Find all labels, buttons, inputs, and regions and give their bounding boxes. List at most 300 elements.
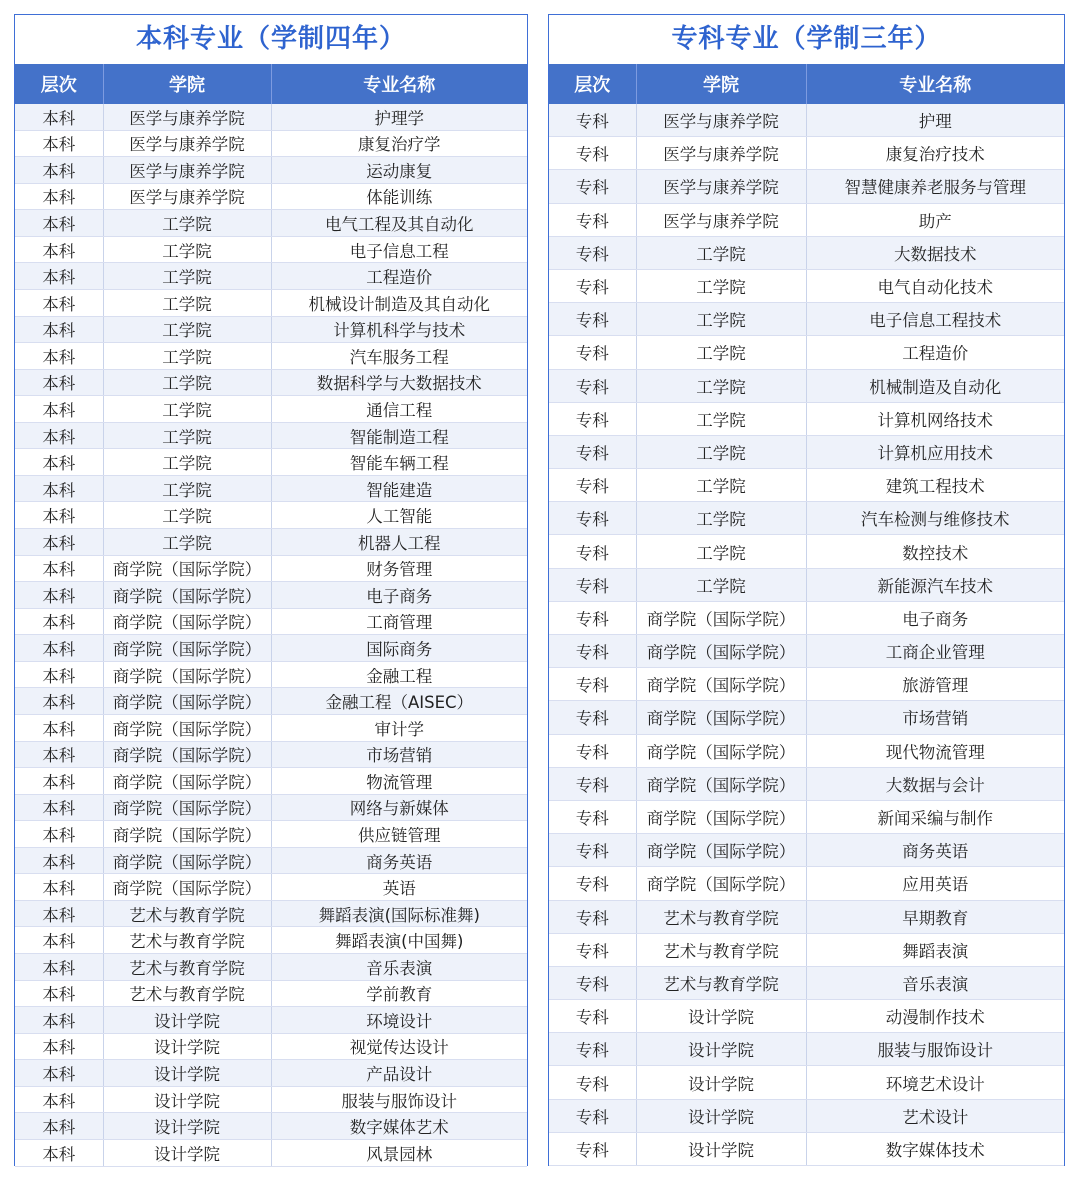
level-cell: 专科 <box>549 601 636 634</box>
major-cell: 审计学 <box>271 714 527 741</box>
table-row <box>549 867 1064 900</box>
column-header-level: 层次 <box>549 64 636 104</box>
level-cell: 专科 <box>549 137 636 170</box>
table-row <box>549 1132 1064 1165</box>
table-row <box>15 475 527 502</box>
college-cell: 商学院（国际学院） <box>103 874 271 901</box>
college-cell: 工学院 <box>103 422 271 449</box>
college-cell: 商学院（国际学院） <box>103 608 271 635</box>
college-cell: 工学院 <box>636 269 806 302</box>
major-cell: 智能建造 <box>271 475 527 502</box>
level-cell: 本科 <box>15 847 103 874</box>
table-row <box>15 104 527 130</box>
level-cell: 本科 <box>15 369 103 396</box>
column-header-college: 学院 <box>103 64 271 104</box>
college-cell: 商学院（国际学院） <box>103 768 271 795</box>
level-cell: 专科 <box>549 435 636 468</box>
college-cell: 工学院 <box>103 289 271 316</box>
level-cell: 本科 <box>15 475 103 502</box>
college-cell: 商学院（国际学院） <box>103 635 271 662</box>
level-cell: 本科 <box>15 157 103 184</box>
table-row <box>15 1033 527 1060</box>
junior-college-table <box>549 64 1064 1166</box>
major-cell: 汽车检测与维修技术 <box>806 502 1064 535</box>
major-cell: 助产 <box>806 203 1064 236</box>
college-cell: 艺术与教育学院 <box>636 966 806 999</box>
major-cell: 计算机科学与技术 <box>271 316 527 343</box>
major-cell: 工商管理 <box>271 608 527 635</box>
level-cell: 本科 <box>15 1086 103 1113</box>
college-cell: 商学院（国际学院） <box>103 714 271 741</box>
major-cell: 工商企业管理 <box>806 635 1064 668</box>
college-cell: 设计学院 <box>636 1099 806 1132</box>
level-cell: 本科 <box>15 449 103 476</box>
table-row <box>549 402 1064 435</box>
level-cell: 本科 <box>15 1033 103 1060</box>
table-row <box>15 1060 527 1087</box>
level-cell: 本科 <box>15 980 103 1007</box>
table-row <box>549 635 1064 668</box>
major-cell: 舞蹈表演(国际标准舞) <box>271 900 527 927</box>
major-cell: 机械制造及自动化 <box>806 369 1064 402</box>
major-cell: 智能车辆工程 <box>271 449 527 476</box>
table-header-row <box>15 64 527 104</box>
major-cell: 服装与服饰设计 <box>806 1033 1064 1066</box>
undergraduate-table-body <box>15 104 527 1166</box>
level-cell: 本科 <box>15 900 103 927</box>
column-header-level: 层次 <box>15 64 103 104</box>
major-cell: 智能制造工程 <box>271 422 527 449</box>
college-cell: 工学院 <box>103 529 271 556</box>
major-cell: 金融工程（AISEC） <box>271 688 527 715</box>
level-cell: 专科 <box>549 1033 636 1066</box>
major-cell: 市场营销 <box>271 741 527 768</box>
table-row <box>15 980 527 1007</box>
level-cell: 专科 <box>549 236 636 269</box>
level-cell: 本科 <box>15 422 103 449</box>
table-row <box>549 535 1064 568</box>
major-cell: 通信工程 <box>271 396 527 423</box>
column-header-major: 专业名称 <box>806 64 1064 104</box>
college-cell: 工学院 <box>636 568 806 601</box>
college-cell: 商学院（国际学院） <box>636 601 806 634</box>
table-row <box>15 236 527 263</box>
level-cell: 本科 <box>15 396 103 423</box>
college-cell: 工学院 <box>103 263 271 290</box>
college-cell: 商学院（国际学院） <box>103 741 271 768</box>
major-cell: 智慧健康养老服务与管理 <box>806 170 1064 203</box>
table-row <box>15 608 527 635</box>
college-cell: 艺术与教育学院 <box>103 927 271 954</box>
table-row <box>549 701 1064 734</box>
major-cell: 体能训练 <box>271 183 527 210</box>
level-cell: 本科 <box>15 1139 103 1166</box>
table-row <box>15 502 527 529</box>
college-cell: 工学院 <box>636 236 806 269</box>
level-cell: 本科 <box>15 954 103 981</box>
level-cell: 本科 <box>15 343 103 370</box>
college-cell: 工学院 <box>636 502 806 535</box>
table-row <box>549 369 1064 402</box>
junior-college-table-body <box>549 104 1064 1166</box>
college-cell: 医学与康养学院 <box>103 104 271 130</box>
table-row <box>549 435 1064 468</box>
table-row <box>549 269 1064 302</box>
level-cell: 本科 <box>15 874 103 901</box>
college-cell: 艺术与教育学院 <box>636 933 806 966</box>
table-row <box>15 927 527 954</box>
major-cell: 网络与新媒体 <box>271 794 527 821</box>
level-cell: 专科 <box>549 502 636 535</box>
table-row <box>549 502 1064 535</box>
level-cell: 本科 <box>15 183 103 210</box>
major-cell: 商务英语 <box>806 834 1064 867</box>
table-row <box>549 303 1064 336</box>
major-cell: 英语 <box>271 874 527 901</box>
table-row <box>15 714 527 741</box>
college-cell: 商学院（国际学院） <box>103 794 271 821</box>
major-cell: 数字媒体艺术 <box>271 1113 527 1140</box>
major-cell: 艺术设计 <box>806 1099 1064 1132</box>
level-cell: 专科 <box>549 635 636 668</box>
college-cell: 设计学院 <box>636 1066 806 1099</box>
college-cell: 工学院 <box>636 303 806 336</box>
college-cell: 工学院 <box>103 502 271 529</box>
junior-college-title: 专科专业（学制三年） <box>671 24 942 54</box>
college-cell: 商学院（国际学院） <box>103 847 271 874</box>
major-cell: 市场营销 <box>806 701 1064 734</box>
level-cell: 本科 <box>15 529 103 556</box>
table-row <box>15 422 527 449</box>
table-row <box>549 966 1064 999</box>
major-cell: 康复治疗技术 <box>806 137 1064 170</box>
table-row <box>549 668 1064 701</box>
college-cell: 商学院（国际学院） <box>103 555 271 582</box>
college-cell: 医学与康养学院 <box>636 137 806 170</box>
major-cell: 新闻采编与制作 <box>806 800 1064 833</box>
college-cell: 商学院（国际学院） <box>636 867 806 900</box>
college-cell: 商学院（国际学院） <box>103 688 271 715</box>
level-cell: 专科 <box>549 369 636 402</box>
major-cell: 电气工程及其自动化 <box>271 210 527 237</box>
level-cell: 专科 <box>549 1099 636 1132</box>
table-row <box>15 688 527 715</box>
table-row <box>15 210 527 237</box>
major-cell: 电子商务 <box>806 601 1064 634</box>
level-cell: 专科 <box>549 170 636 203</box>
level-cell: 本科 <box>15 794 103 821</box>
level-cell: 专科 <box>549 402 636 435</box>
major-cell: 建筑工程技术 <box>806 469 1064 502</box>
level-cell: 本科 <box>15 289 103 316</box>
major-cell: 物流管理 <box>271 768 527 795</box>
level-cell: 专科 <box>549 834 636 867</box>
level-cell: 本科 <box>15 1060 103 1087</box>
level-cell: 专科 <box>549 800 636 833</box>
college-cell: 艺术与教育学院 <box>103 954 271 981</box>
major-cell: 大数据与会计 <box>806 767 1064 800</box>
level-cell: 本科 <box>15 1007 103 1034</box>
college-cell: 设计学院 <box>103 1033 271 1060</box>
major-cell: 汽车服务工程 <box>271 343 527 370</box>
level-cell: 专科 <box>549 203 636 236</box>
table-row <box>549 1099 1064 1132</box>
table-row <box>15 635 527 662</box>
college-cell: 工学院 <box>103 236 271 263</box>
college-cell: 医学与康养学院 <box>103 183 271 210</box>
table-row <box>549 104 1064 137</box>
college-cell: 工学院 <box>636 535 806 568</box>
level-cell: 专科 <box>549 1000 636 1033</box>
college-cell: 工学院 <box>103 396 271 423</box>
major-cell: 机器人工程 <box>271 529 527 556</box>
level-cell: 本科 <box>15 316 103 343</box>
table-row <box>549 137 1064 170</box>
undergraduate-title: 本科专业（学制四年） <box>135 24 406 54</box>
college-cell: 工学院 <box>103 449 271 476</box>
table-row <box>15 157 527 184</box>
major-cell: 工程造价 <box>806 336 1064 369</box>
college-cell: 商学院（国际学院） <box>636 734 806 767</box>
table-row <box>15 183 527 210</box>
table-row <box>549 800 1064 833</box>
table-row <box>15 741 527 768</box>
college-cell: 设计学院 <box>103 1139 271 1166</box>
table-row <box>15 396 527 423</box>
major-cell: 现代物流管理 <box>806 734 1064 767</box>
major-cell: 音乐表演 <box>806 966 1064 999</box>
major-cell: 康复治疗学 <box>271 130 527 157</box>
college-cell: 医学与康养学院 <box>103 130 271 157</box>
major-cell: 商务英语 <box>271 847 527 874</box>
college-cell: 商学院（国际学院） <box>636 834 806 867</box>
level-cell: 本科 <box>15 635 103 662</box>
major-cell: 财务管理 <box>271 555 527 582</box>
table-row <box>549 601 1064 634</box>
major-cell: 舞蹈表演(中国舞) <box>271 927 527 954</box>
major-cell: 环境艺术设计 <box>806 1066 1064 1099</box>
college-cell: 工学院 <box>636 402 806 435</box>
major-cell: 供应链管理 <box>271 821 527 848</box>
college-cell: 医学与康养学院 <box>636 203 806 236</box>
level-cell: 专科 <box>549 900 636 933</box>
table-row <box>15 449 527 476</box>
major-cell: 舞蹈表演 <box>806 933 1064 966</box>
level-cell: 本科 <box>15 263 103 290</box>
table-row <box>15 847 527 874</box>
undergraduate-panel <box>14 14 528 1166</box>
table-row <box>15 263 527 290</box>
college-cell: 设计学院 <box>103 1086 271 1113</box>
major-cell: 护理学 <box>271 104 527 130</box>
level-cell: 专科 <box>549 668 636 701</box>
table-row <box>15 582 527 609</box>
college-cell: 商学院（国际学院） <box>636 701 806 734</box>
table-row <box>15 316 527 343</box>
table-row <box>549 767 1064 800</box>
table-row <box>15 1086 527 1113</box>
major-cell: 电气自动化技术 <box>806 269 1064 302</box>
table-row <box>15 1139 527 1166</box>
college-cell: 商学院（国际学院） <box>103 661 271 688</box>
level-cell: 专科 <box>549 966 636 999</box>
college-cell: 医学与康养学院 <box>103 157 271 184</box>
table-row <box>15 369 527 396</box>
major-cell: 数据科学与大数据技术 <box>271 369 527 396</box>
table-header-row <box>549 64 1064 104</box>
level-cell: 本科 <box>15 608 103 635</box>
table-row <box>549 469 1064 502</box>
college-cell: 工学院 <box>636 369 806 402</box>
level-cell: 专科 <box>549 867 636 900</box>
major-cell: 国际商务 <box>271 635 527 662</box>
level-cell: 专科 <box>549 303 636 336</box>
level-cell: 本科 <box>15 130 103 157</box>
table-row <box>15 343 527 370</box>
table-row <box>15 289 527 316</box>
major-cell: 新能源汽车技术 <box>806 568 1064 601</box>
table-row <box>15 529 527 556</box>
level-cell: 专科 <box>549 933 636 966</box>
major-cell: 计算机应用技术 <box>806 435 1064 468</box>
level-cell: 本科 <box>15 688 103 715</box>
table-row <box>15 661 527 688</box>
table-row <box>15 794 527 821</box>
column-header-major: 专业名称 <box>271 64 527 104</box>
college-cell: 艺术与教育学院 <box>103 980 271 1007</box>
table-row <box>549 933 1064 966</box>
major-cell: 人工智能 <box>271 502 527 529</box>
table-row <box>549 1000 1064 1033</box>
level-cell: 本科 <box>15 661 103 688</box>
level-cell: 专科 <box>549 568 636 601</box>
major-cell: 产品设计 <box>271 1060 527 1087</box>
major-cell: 工程造价 <box>271 263 527 290</box>
major-cell: 动漫制作技术 <box>806 1000 1064 1033</box>
major-cell: 音乐表演 <box>271 954 527 981</box>
college-cell: 商学院（国际学院） <box>103 582 271 609</box>
level-cell: 本科 <box>15 714 103 741</box>
major-cell: 数控技术 <box>806 535 1064 568</box>
table-row <box>549 734 1064 767</box>
level-cell: 专科 <box>549 535 636 568</box>
table-row <box>15 768 527 795</box>
college-cell: 工学院 <box>103 343 271 370</box>
major-cell: 应用英语 <box>806 867 1064 900</box>
table-row <box>549 900 1064 933</box>
college-cell: 商学院（国际学院） <box>636 800 806 833</box>
column-header-college: 学院 <box>636 64 806 104</box>
level-cell: 本科 <box>15 1113 103 1140</box>
level-cell: 专科 <box>549 701 636 734</box>
level-cell: 专科 <box>549 469 636 502</box>
level-cell: 专科 <box>549 269 636 302</box>
college-cell: 设计学院 <box>636 1132 806 1165</box>
level-cell: 本科 <box>15 582 103 609</box>
level-cell: 专科 <box>549 104 636 137</box>
level-cell: 专科 <box>549 1132 636 1165</box>
table-row <box>549 568 1064 601</box>
college-cell: 工学院 <box>103 316 271 343</box>
table-row <box>15 130 527 157</box>
major-cell: 早期教育 <box>806 900 1064 933</box>
college-cell: 艺术与教育学院 <box>103 900 271 927</box>
college-cell: 设计学院 <box>103 1060 271 1087</box>
major-cell: 视觉传达设计 <box>271 1033 527 1060</box>
major-cell: 环境设计 <box>271 1007 527 1034</box>
major-cell: 运动康复 <box>271 157 527 184</box>
table-row <box>549 834 1064 867</box>
college-cell: 艺术与教育学院 <box>636 900 806 933</box>
level-cell: 本科 <box>15 768 103 795</box>
major-cell: 电子信息工程 <box>271 236 527 263</box>
major-cell: 旅游管理 <box>806 668 1064 701</box>
level-cell: 本科 <box>15 555 103 582</box>
major-cell: 电子商务 <box>271 582 527 609</box>
college-cell: 设计学院 <box>103 1007 271 1034</box>
major-cell: 金融工程 <box>271 661 527 688</box>
table-row <box>15 954 527 981</box>
table-row <box>549 1033 1064 1066</box>
major-cell: 计算机网络技术 <box>806 402 1064 435</box>
level-cell: 本科 <box>15 741 103 768</box>
major-cell: 学前教育 <box>271 980 527 1007</box>
table-row <box>549 236 1064 269</box>
undergraduate-table <box>15 64 527 1167</box>
level-cell: 专科 <box>549 767 636 800</box>
table-row <box>15 555 527 582</box>
major-cell: 数字媒体技术 <box>806 1132 1064 1165</box>
college-cell: 设计学院 <box>636 1000 806 1033</box>
college-cell: 设计学院 <box>103 1113 271 1140</box>
college-cell: 商学院（国际学院） <box>636 635 806 668</box>
level-cell: 本科 <box>15 210 103 237</box>
table-row <box>15 821 527 848</box>
college-cell: 商学院（国际学院） <box>103 821 271 848</box>
level-cell: 本科 <box>15 104 103 130</box>
major-cell: 服装与服饰设计 <box>271 1086 527 1113</box>
level-cell: 专科 <box>549 1066 636 1099</box>
college-cell: 工学院 <box>103 369 271 396</box>
table-row <box>549 170 1064 203</box>
college-cell: 工学院 <box>103 210 271 237</box>
college-cell: 商学院（国际学院） <box>636 767 806 800</box>
table-row <box>15 874 527 901</box>
college-cell: 工学院 <box>636 336 806 369</box>
table-row <box>549 203 1064 236</box>
college-cell: 工学院 <box>636 469 806 502</box>
junior-college-panel <box>548 14 1065 1166</box>
table-row <box>15 900 527 927</box>
major-cell: 风景园林 <box>271 1139 527 1166</box>
college-cell: 医学与康养学院 <box>636 104 806 137</box>
level-cell: 本科 <box>15 502 103 529</box>
college-cell: 医学与康养学院 <box>636 170 806 203</box>
major-cell: 电子信息工程技术 <box>806 303 1064 336</box>
table-row <box>549 336 1064 369</box>
level-cell: 本科 <box>15 821 103 848</box>
major-cell: 护理 <box>806 104 1064 137</box>
table-row <box>15 1007 527 1034</box>
major-cell: 机械设计制造及其自动化 <box>271 289 527 316</box>
table-row <box>549 1066 1064 1099</box>
college-cell: 工学院 <box>103 475 271 502</box>
major-cell: 大数据技术 <box>806 236 1064 269</box>
level-cell: 专科 <box>549 734 636 767</box>
college-cell: 设计学院 <box>636 1033 806 1066</box>
college-cell: 商学院（国际学院） <box>636 668 806 701</box>
level-cell: 本科 <box>15 927 103 954</box>
